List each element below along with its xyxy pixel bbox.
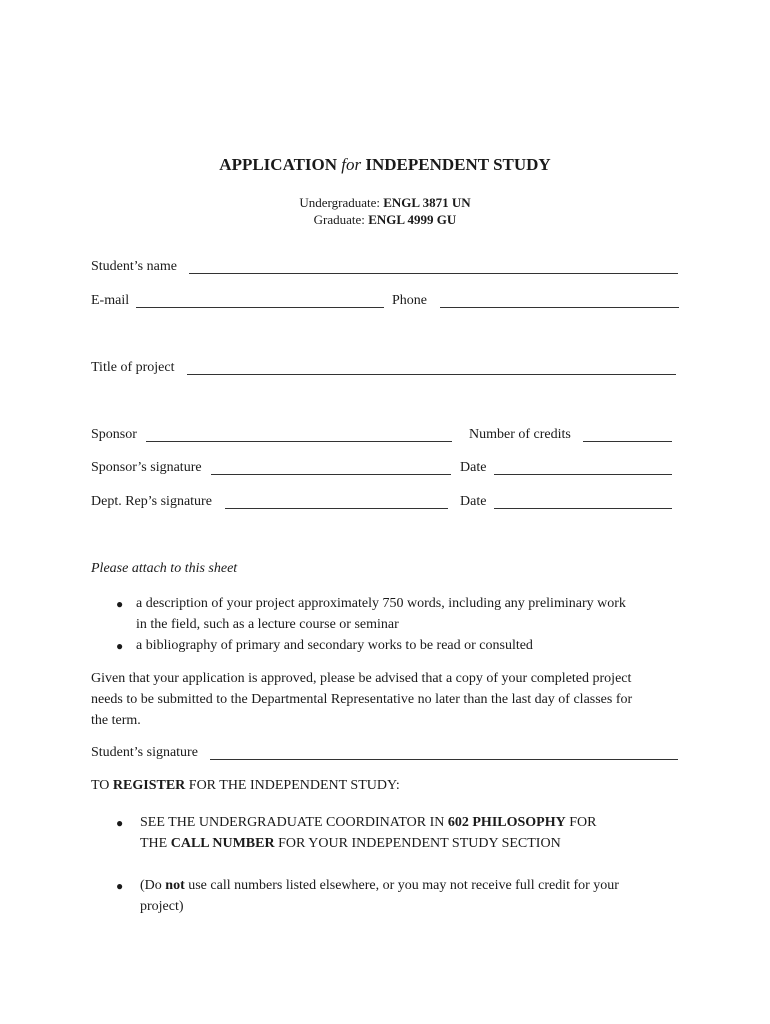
undergrad-course-code: Undergraduate: ENGL 3871 UN	[299, 195, 471, 210]
notice-line-1: Given that your application is approved, please be advised that a copy of your completed project	[91, 671, 632, 686]
bullet-icon: ●	[116, 597, 124, 611]
notice-line-3: the term.	[91, 713, 141, 728]
attach-item-1-line-1: a description of your project approximately 750 words, including any preliminary work	[136, 596, 626, 611]
date-label-1: Date	[460, 460, 487, 475]
phone-field[interactable]	[440, 307, 679, 308]
email-field[interactable]	[136, 307, 384, 308]
credits-field[interactable]	[583, 441, 672, 442]
email-label: E-mail	[91, 293, 130, 308]
student-name-field[interactable]	[189, 273, 678, 274]
register-bullet-2-line-1: (Do not use call numbers listed elsewhere, or you may not receive full credit for your	[140, 878, 619, 893]
sponsor-field[interactable]	[146, 441, 452, 442]
sponsor-signature-label: Sponsor’s signature	[91, 460, 202, 475]
sponsor-label: Sponsor	[91, 427, 137, 442]
bullet-icon: ●	[116, 879, 124, 893]
dept-rep-signature-field[interactable]	[225, 508, 448, 509]
register-bullet-1-line-1: SEE THE UNDERGRADUATE COORDINATOR IN 602 PHILOSOPHY FOR	[140, 815, 597, 830]
date-field-1[interactable]	[494, 474, 672, 475]
attach-heading: Please attach to this sheet	[91, 561, 238, 576]
phone-label: Phone	[392, 293, 427, 308]
project-title-label: Title of project	[91, 360, 175, 375]
credits-label: Number of credits	[469, 427, 571, 442]
attach-item-2: a bibliography of primary and secondary works to be read or consulted	[136, 638, 533, 653]
date-label-2: Date	[460, 494, 487, 509]
date-field-2[interactable]	[494, 508, 672, 509]
attach-item-1-line-2: in the field, such as a lecture course or seminar	[136, 617, 399, 632]
dept-rep-signature-label: Dept. Rep’s signature	[91, 494, 212, 509]
grad-course-code: Graduate: ENGL 4999 GU	[313, 212, 457, 227]
student-name-label: Student’s name	[91, 259, 177, 274]
notice-line-2: needs to be submitted to the Departmental Representative no later than the last day of classes for	[91, 692, 633, 707]
sponsor-signature-field[interactable]	[211, 474, 451, 475]
register-bullet-1-line-2: THE CALL NUMBER FOR YOUR INDEPENDENT STUDY SECTION	[140, 836, 561, 851]
student-signature-label: Student’s signature	[91, 745, 198, 760]
register-heading: TO REGISTER FOR THE INDEPENDENT STUDY:	[91, 778, 400, 793]
bullet-icon: ●	[116, 816, 124, 830]
form-title: APPLICATION for INDEPENDENT STUDY	[219, 155, 551, 174]
bullet-icon: ●	[116, 639, 124, 653]
project-title-field[interactable]	[187, 374, 676, 375]
register-bullet-2-line-2: project)	[140, 899, 184, 914]
student-signature-field[interactable]	[210, 759, 678, 760]
